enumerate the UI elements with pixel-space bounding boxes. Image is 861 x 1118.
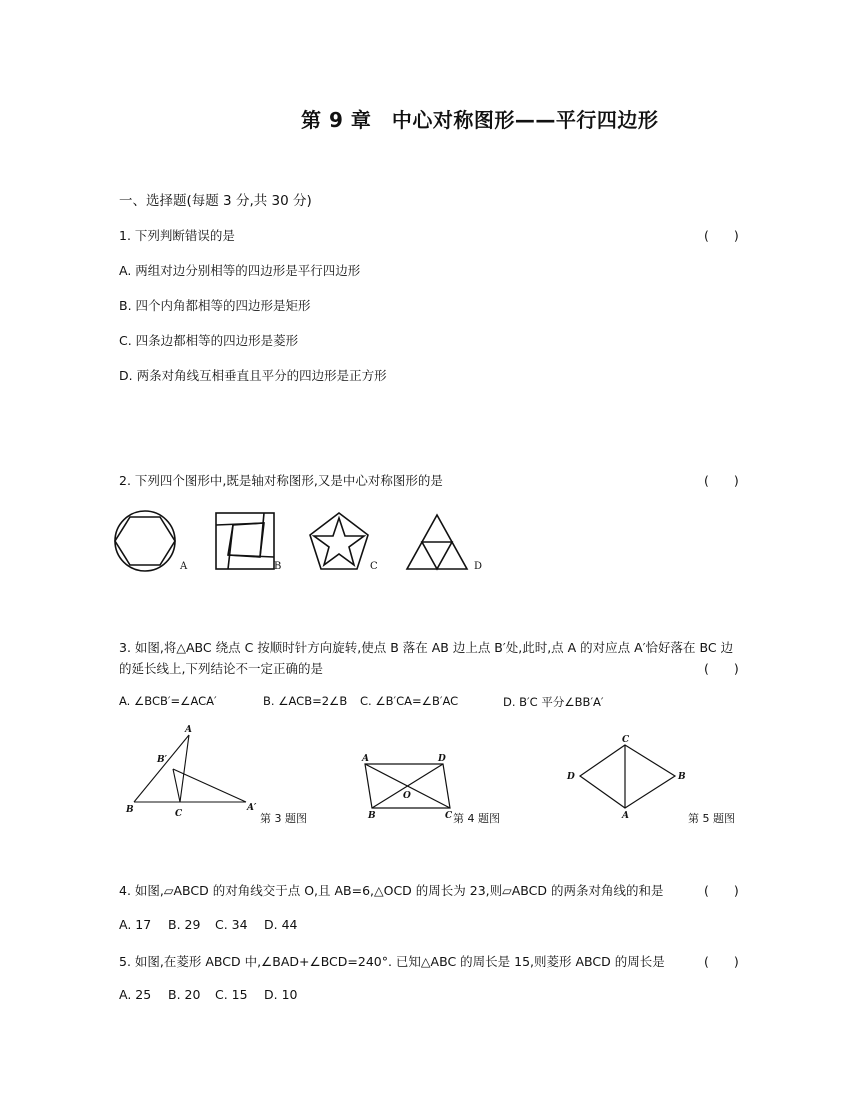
- figure-a-hexagon-in-circle: [115, 511, 175, 571]
- q5-option-a: A. 25: [119, 987, 152, 1002]
- q3-answer-paren: ( ): [704, 661, 739, 676]
- q3-option-b: B. ∠ACB=2∠B: [263, 694, 348, 708]
- figure-c-label: C: [370, 561, 378, 572]
- q3-option-c: C. ∠B′CA=∠B′AC: [360, 694, 459, 708]
- q5-stem: 5. 如图,在菱形 ABCD 中,∠BAD+∠BCD=240°. 已知△ABC 的周长是 15,则菱形 ABCD 的周长是: [119, 954, 665, 969]
- page-title: 第 9 章 中心对称图形——平行四边形: [301, 108, 659, 132]
- q4-option-d: D. 44: [264, 917, 298, 932]
- fig5-point-c: C: [622, 735, 630, 745]
- figure-d-label: D: [474, 561, 483, 572]
- fig3-point-b: B: [126, 805, 134, 815]
- fig3-point-c: C: [175, 809, 183, 819]
- q3-stem-line1: 3. 如图,将△ABC 绕点 C 按顺时针方向旋转,使点 B 落在 AB 边上点 B′处,此时,点 A 的对应点 A′恰好落在 BC 边: [119, 640, 734, 655]
- fig5-point-a: A: [622, 811, 629, 821]
- fig4-point-c: C: [445, 811, 453, 821]
- q1-option-b: B. 四个内角都相等的四边形是矩形: [119, 298, 311, 313]
- fig4-point-d: D: [438, 754, 446, 764]
- fig4-point-o: O: [403, 791, 411, 801]
- q4-option-c: C. 34: [215, 917, 248, 932]
- q5-option-d: D. 10: [264, 987, 298, 1002]
- fig4-point-a: A: [362, 754, 369, 764]
- q4-option-a: A. 17: [119, 917, 152, 932]
- q5-option-c: C. 15: [215, 987, 248, 1002]
- figure-b-label: B: [274, 561, 282, 572]
- q1-option-c: C. 四条边都相等的四边形是菱形: [119, 333, 299, 348]
- figure-3-rotated-triangle: [118, 720, 268, 825]
- figure-3-caption: 第 3 题图: [260, 812, 307, 825]
- q3-stem-line2: 的延长线上,下列结论不一定正确的是: [119, 661, 323, 676]
- q4-answer-paren: ( ): [704, 883, 739, 898]
- q1-stem: 1. 下列判断错误的是: [119, 228, 235, 243]
- q3-option-a: A. ∠BCB′=∠ACA′: [119, 694, 217, 708]
- q5-option-b: B. 20: [168, 987, 201, 1002]
- figure-4-caption: 第 4 题图: [453, 812, 500, 825]
- fig3-point-a: A: [185, 725, 192, 735]
- q1-option-a: A. 两组对边分别相等的四边形是平行四边形: [119, 263, 361, 278]
- q4-stem: 4. 如图,▱ABCD 的对角线交于点 O,且 AB=6,△OCD 的周长为 23,则▱ABCD 的两条对角线的和是: [119, 883, 664, 898]
- q2-figures: [112, 505, 492, 580]
- fig3-point-b-prime: B′: [157, 755, 167, 765]
- figure-5-rhombus: [560, 732, 690, 822]
- fig4-point-b: B: [368, 811, 376, 821]
- figure-c-star-in-pentagon: [310, 513, 368, 569]
- q5-answer-paren: ( ): [704, 954, 739, 969]
- fig5-point-b: B: [678, 772, 686, 782]
- section-heading: 一、选择题(每题 3 分,共 30 分): [119, 193, 312, 209]
- q4-option-b: B. 29: [168, 917, 201, 932]
- figure-4-parallelogram: [355, 748, 465, 823]
- q1-answer-paren: ( ): [704, 228, 739, 243]
- figure-5-caption: 第 5 题图: [688, 812, 735, 825]
- q1-option-d: D. 两条对角线互相垂直且平分的四边形是正方形: [119, 368, 387, 383]
- figure-d-subdivided-triangle: [407, 515, 467, 569]
- fig3-point-a-prime: A′: [247, 803, 257, 813]
- figure-a-label: A: [180, 561, 188, 572]
- q2-stem: 2. 下列四个图形中,既是轴对称图形,又是中心对称图形的是: [119, 473, 443, 488]
- q3-option-d: D. B′C 平分∠BB′A′: [503, 695, 604, 709]
- fig5-point-d: D: [567, 772, 575, 782]
- q2-answer-paren: ( ): [704, 473, 739, 488]
- figure-b-nested-squares: [216, 513, 274, 569]
